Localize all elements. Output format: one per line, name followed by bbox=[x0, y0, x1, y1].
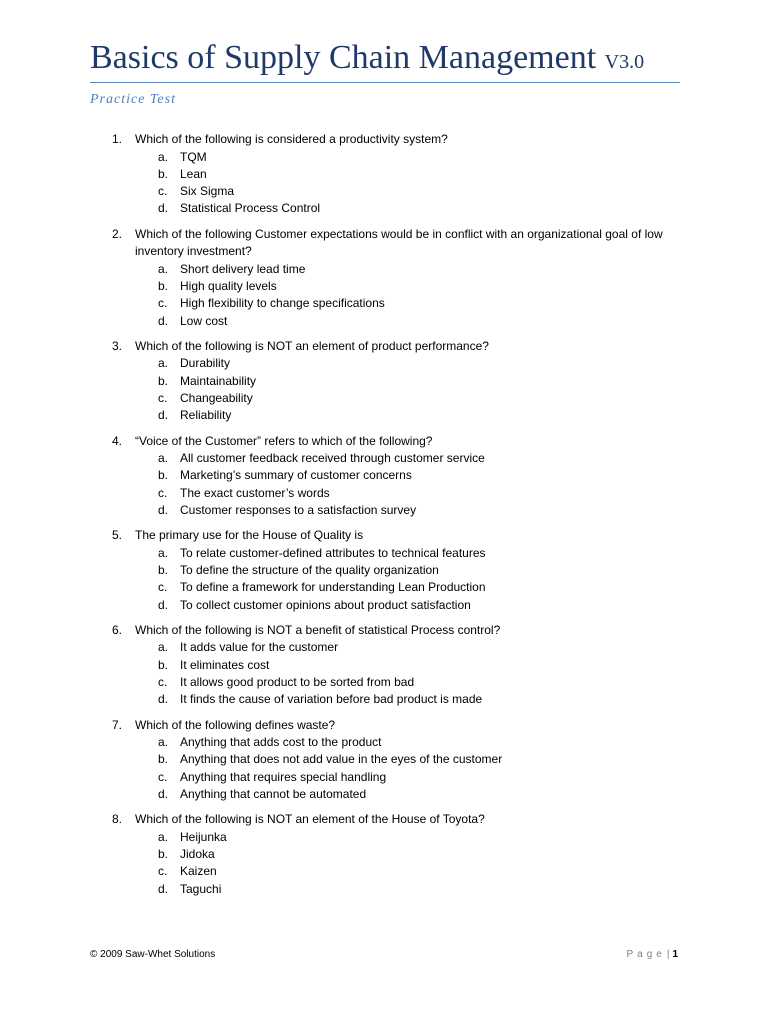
option-letter: a. bbox=[158, 545, 169, 560]
document-subtitle: Practice Test bbox=[90, 92, 176, 107]
option-letter: c. bbox=[158, 864, 168, 879]
answer-options bbox=[0, 149, 768, 218]
answer-options bbox=[0, 734, 768, 803]
answer-options bbox=[0, 545, 768, 614]
answer-option bbox=[0, 881, 768, 898]
question-item bbox=[0, 131, 768, 218]
answer-option bbox=[0, 278, 768, 295]
question-text: “Voice of the Customer” refers to which of the following? bbox=[135, 433, 433, 448]
option-text: TQM bbox=[180, 149, 207, 164]
option-text: To collect customer opinions about product satisfaction bbox=[180, 597, 471, 612]
question-text: The primary use for the House of Quality is bbox=[135, 528, 364, 543]
question-text: Which of the following is NOT an element of the House of Toyota? bbox=[135, 812, 485, 827]
footer-copyright: © 2009 Saw-Whet Solutions bbox=[90, 949, 216, 960]
option-text: To relate customer-defined attributes to technical features bbox=[180, 545, 486, 560]
option-text: Durability bbox=[180, 356, 231, 371]
option-text: All customer feedback received through customer service bbox=[180, 451, 485, 466]
option-letter: c. bbox=[158, 769, 168, 784]
option-text: Marketing’s summary of customer concerns bbox=[180, 468, 412, 483]
answer-option bbox=[0, 691, 768, 708]
question-item bbox=[0, 717, 768, 804]
question-number: 7. bbox=[112, 717, 123, 732]
question-item bbox=[0, 527, 768, 614]
answer-option bbox=[0, 674, 768, 691]
answer-options bbox=[0, 450, 768, 519]
question-item bbox=[0, 811, 768, 898]
answer-options bbox=[0, 261, 768, 330]
option-letter: a. bbox=[158, 261, 169, 276]
option-text: The exact customer’s words bbox=[180, 485, 330, 500]
answer-option bbox=[0, 450, 768, 467]
question-number: 8. bbox=[112, 812, 123, 827]
option-text: High flexibility to change specifications bbox=[180, 296, 385, 311]
answer-option bbox=[0, 183, 768, 200]
option-letter: c. bbox=[158, 675, 168, 690]
option-text: Heijunka bbox=[180, 829, 227, 844]
question-number: 6. bbox=[112, 622, 123, 637]
option-text: To define the structure of the quality organization bbox=[180, 563, 439, 578]
answer-options bbox=[0, 829, 768, 898]
option-letter: b. bbox=[158, 847, 169, 862]
answer-option bbox=[0, 407, 768, 424]
answer-option bbox=[0, 166, 768, 183]
question-text: Which of the following defines waste? bbox=[135, 717, 336, 732]
question-text: Which of the following is NOT a benefit of statistical Process control? bbox=[135, 622, 501, 637]
answer-option bbox=[0, 751, 768, 768]
question-text: Which of the following is NOT an element of product performance? bbox=[135, 338, 489, 353]
answer-option bbox=[0, 467, 768, 484]
option-text: Customer responses to a satisfaction survey bbox=[180, 502, 417, 517]
option-text: Taguchi bbox=[180, 881, 222, 896]
answer-option bbox=[0, 373, 768, 390]
question-number: 4. bbox=[112, 433, 123, 448]
option-text: Kaizen bbox=[180, 864, 217, 879]
answer-options bbox=[0, 355, 768, 424]
question-list bbox=[0, 131, 768, 906]
option-letter: a. bbox=[158, 149, 169, 164]
answer-option bbox=[0, 829, 768, 846]
answer-option bbox=[0, 295, 768, 312]
answer-option bbox=[0, 657, 768, 674]
option-letter: d. bbox=[158, 201, 169, 216]
option-letter: c. bbox=[158, 296, 168, 311]
question-number: 3. bbox=[112, 338, 123, 353]
option-text: Jidoka bbox=[180, 847, 215, 862]
title-text: Basics of Supply Chain Management bbox=[90, 39, 597, 76]
answer-option bbox=[0, 579, 768, 596]
page-label: Page bbox=[626, 949, 666, 960]
option-letter: d. bbox=[158, 881, 169, 896]
option-text: Short delivery lead time bbox=[180, 261, 306, 276]
option-letter: a. bbox=[158, 451, 169, 466]
option-letter: c. bbox=[158, 485, 168, 500]
answer-option bbox=[0, 313, 768, 330]
option-letter: a. bbox=[158, 356, 169, 371]
option-letter: b. bbox=[158, 657, 169, 672]
option-letter: c. bbox=[158, 184, 168, 199]
option-letter: b. bbox=[158, 166, 169, 181]
answer-option bbox=[0, 355, 768, 372]
page-separator: | bbox=[666, 949, 670, 960]
option-letter: c. bbox=[158, 390, 168, 405]
option-text: Reliability bbox=[180, 408, 232, 423]
question-item bbox=[0, 433, 768, 520]
question-item bbox=[0, 622, 768, 709]
title-underline bbox=[90, 82, 680, 83]
answer-option bbox=[0, 390, 768, 407]
question-number: 5. bbox=[112, 528, 123, 543]
title-version: V3.0 bbox=[604, 51, 645, 73]
option-letter: b. bbox=[158, 752, 169, 767]
option-text: Anything that cannot be automated bbox=[180, 787, 367, 802]
question-number: 1. bbox=[112, 132, 123, 146]
answer-option bbox=[0, 485, 768, 502]
question-item bbox=[0, 338, 768, 425]
question-number: 2. bbox=[112, 226, 123, 241]
option-letter: d. bbox=[158, 597, 169, 612]
question-item bbox=[0, 226, 768, 330]
option-text: It finds the cause of variation before bad product is made bbox=[180, 692, 483, 707]
option-letter: b. bbox=[158, 468, 169, 483]
answer-option bbox=[0, 597, 768, 614]
document-title bbox=[90, 36, 644, 84]
answer-option bbox=[0, 769, 768, 786]
answer-option bbox=[0, 786, 768, 803]
option-text: Low cost bbox=[180, 313, 228, 328]
answer-option bbox=[0, 502, 768, 519]
option-letter: d. bbox=[158, 502, 169, 517]
option-text: Anything that does not add value in the eyes of the customer bbox=[180, 752, 503, 767]
answer-option bbox=[0, 562, 768, 579]
question-text: Which of the following Customer expectations would be in conflict with an organizational goal of low inventory investment? bbox=[135, 226, 663, 259]
answer-option bbox=[0, 846, 768, 863]
option-letter: a. bbox=[158, 640, 169, 655]
page-number: 1 bbox=[672, 949, 678, 960]
answer-option bbox=[0, 200, 768, 217]
answer-option bbox=[0, 261, 768, 278]
answer-option bbox=[0, 545, 768, 562]
option-letter: b. bbox=[158, 373, 169, 388]
answer-option bbox=[0, 149, 768, 166]
option-letter: a. bbox=[158, 735, 169, 750]
option-text: High quality levels bbox=[180, 278, 277, 293]
option-text: Statistical Process Control bbox=[180, 201, 321, 216]
answer-option bbox=[0, 863, 768, 880]
footer-page-indicator bbox=[626, 948, 678, 962]
option-letter: d. bbox=[158, 408, 169, 423]
option-text: Anything that adds cost to the product bbox=[180, 735, 382, 750]
option-text: It adds value for the customer bbox=[180, 640, 339, 655]
option-text: Anything that requires special handling bbox=[180, 769, 387, 784]
option-letter: d. bbox=[158, 692, 169, 707]
option-letter: d. bbox=[158, 787, 169, 802]
option-text: To define a framework for understanding Lean Production bbox=[180, 580, 486, 595]
option-letter: a. bbox=[158, 829, 169, 844]
option-text: Changeability bbox=[180, 390, 253, 405]
option-letter: b. bbox=[158, 278, 169, 293]
answer-options bbox=[0, 639, 768, 708]
option-text: It allows good product to be sorted from bad bbox=[180, 675, 415, 690]
answer-option bbox=[0, 639, 768, 656]
question-text: Which of the following is considered a productivity system? bbox=[135, 132, 448, 146]
option-text: Maintainability bbox=[180, 373, 257, 388]
answer-option bbox=[0, 734, 768, 751]
option-text: Six Sigma bbox=[180, 184, 235, 199]
option-letter: b. bbox=[158, 563, 169, 578]
option-text: Lean bbox=[180, 166, 207, 181]
option-letter: d. bbox=[158, 313, 169, 328]
option-text: It eliminates cost bbox=[180, 657, 270, 672]
option-letter: c. bbox=[158, 580, 168, 595]
